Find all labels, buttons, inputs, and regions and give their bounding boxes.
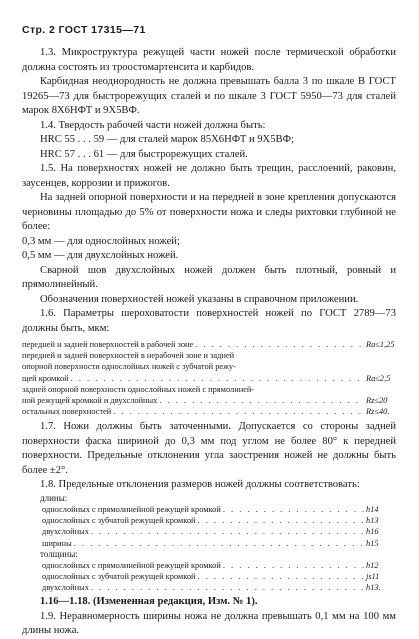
depth-two-layer: 0,5 мм — для двухслойных ножей. — [22, 250, 179, 261]
weld-paragraph: Сварной шов двухслойных ножей должен быть плотный, ровный и прямолинейный. — [22, 264, 396, 290]
tolerance-row: двухслойных . . . h13. — [22, 582, 396, 593]
section-1-7: 1.7. Ножи должны быть заточенными. Допускается со стороны задней поверхности фаска шириной до 0,3 мм под углом не более 80° к передней поверхности. Предельные отклонения угла заострения ножей не должны быть более ±2°. — [22, 421, 396, 476]
tolerance-row: однослойных с прямолинейной режущей кромкой . . . h14 — [22, 504, 396, 515]
document-body — [22, 46, 396, 639]
defects-paragraph: На задней опорной поверхности и на передней в зоне крепления допускаются черновины площадью до 5% от поверхности ножа и следы рихтовки глубиной не более: — [22, 192, 396, 232]
roughness-table — [22, 339, 396, 417]
page-header: Стр. 2 ГОСТ 17315—71 — [22, 24, 146, 36]
tolerance-table — [22, 493, 396, 593]
roughness-row: остальных поверхностей . . . Rz≤40. — [22, 406, 396, 417]
tolerance-row: однослойных с зубчатой режущей кромкой . . . js11 — [22, 571, 396, 582]
tolerance-row: однослойных с зубчатой режущей кромкой . . . h13 — [22, 515, 396, 526]
roughness-row: передней и задней поверхностей в рабочей зоне . . . Ra≤1,25 — [22, 339, 396, 350]
roughness-row: опорной поверхности однослойных ножей с зубчатой режу- — [22, 362, 236, 372]
section-1-8: 1.8. Предельные отклонения размеров ножей должны соответствовать: — [40, 479, 360, 491]
thickness-label: толщины: — [40, 548, 78, 559]
roughness-row: ной режущей кромкой и двухслойных . . . Rz≤20 — [22, 395, 396, 406]
edition-note: 1.16—1.18. (Измененная редакция, Изм. № 1). — [40, 596, 258, 608]
section-1-4: 1.4. Твердость рабочей части ножей должна быть: — [40, 119, 266, 131]
roughness-row: щей кромкой . . . Ra≤2,5 — [22, 373, 396, 384]
tolerance-row: ширины . . . h15 — [22, 538, 396, 549]
section-1-9: 1.9. Неравномерность ширины ножа не должна превышать 0,1 мм на 100 мм длины ножа. — [22, 610, 396, 637]
hardness-line-1: HRC 55 . . . 59 — для сталей марок 85Х6НФТ и 9Х5ВФ; — [40, 134, 294, 145]
depth-single-layer: 0,3 мм — для однослойных ножей; — [22, 235, 180, 247]
section-1-5: 1.5. На поверхностях ножей не должно быть трещин, расслоений, раковин, заусенцев, коррозии и прижогов. — [22, 163, 396, 189]
section-1-3: 1.3. Микроструктура режущей части ножей после термической обработки должна состоять из троостомартенсита и карбидов. — [22, 47, 396, 73]
hardness-line-2: HRC 57 . . . 61 — для быстрорежущих сталей. — [40, 148, 248, 160]
tolerance-row: однослойных с прямолинейной режущей кромкой . . . h12 — [22, 560, 396, 571]
tolerance-row: двухслойных . . . h16 — [22, 526, 396, 537]
roughness-row: задней опорной поверхности однослойных ножей с прямолиней- — [22, 384, 255, 394]
carbide-paragraph: Карбидная неоднородность не должна превышать балла 3 по шкале В ГОСТ 19265—73 для быстрорежущих сталей и по шкале 3 ГОСТ 5950—73 для сталей марок 8Х6НФТ и 9Х5ВФ. — [22, 76, 396, 116]
surfaces-note: Обозначения поверхностей ножей указаны в справочном приложении. — [40, 293, 359, 305]
section-1-6: 1.6. Параметры шероховатости поверхностей ножей по ГОСТ 2789—73 должны быть, мкм: — [22, 308, 396, 334]
roughness-row: передней и задней поверхностей в нерабочей зоне и задней — [22, 351, 235, 361]
length-label: длины: — [40, 492, 68, 503]
